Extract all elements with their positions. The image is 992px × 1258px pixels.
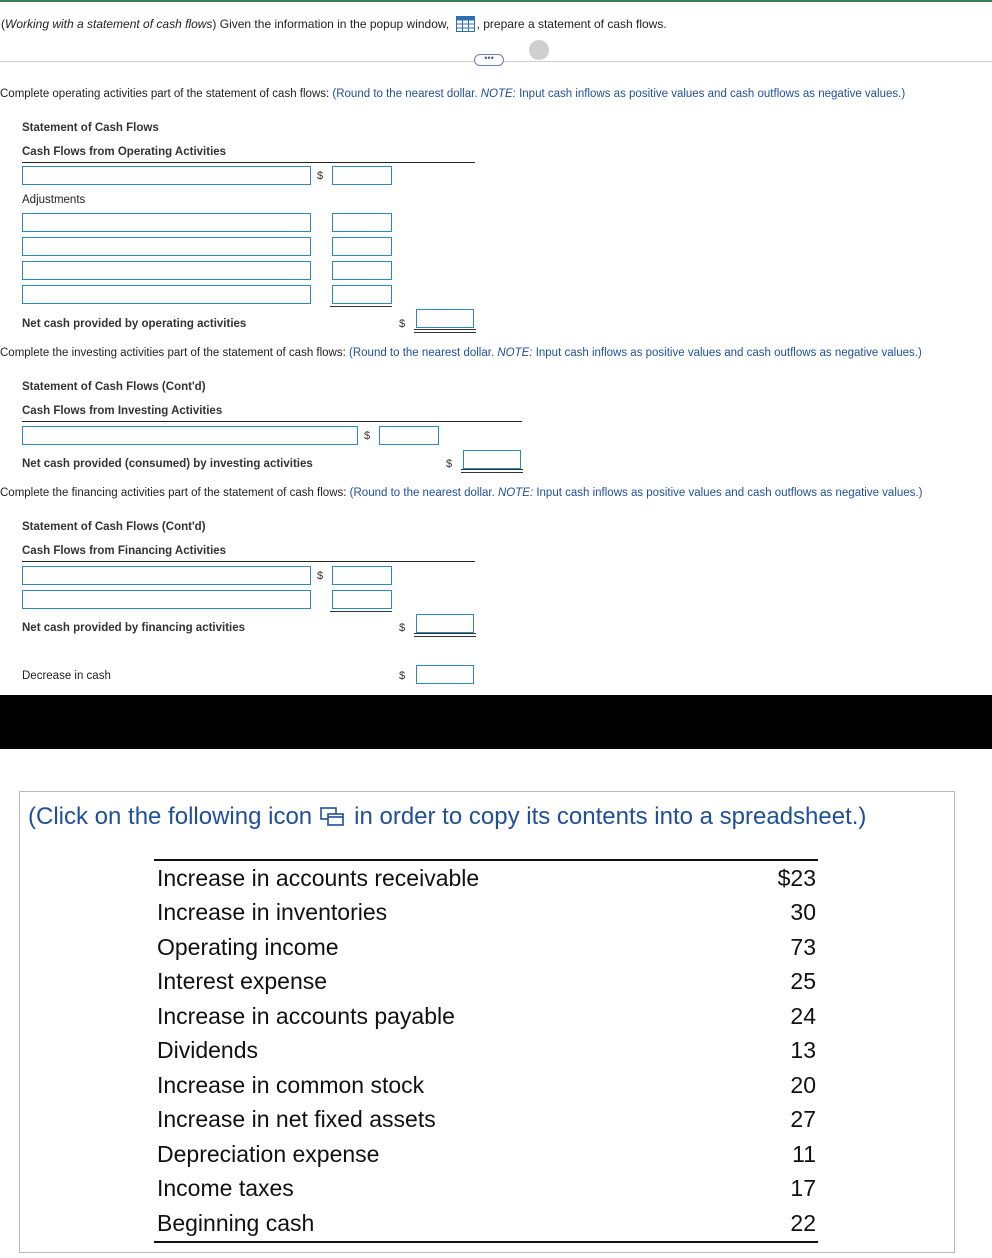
financing-total-label: Net cash provided by financing activities	[22, 622, 246, 634]
table-grid-icon[interactable]	[456, 16, 475, 32]
popup-table-top-rule	[154, 859, 818, 861]
table-row-label: Income taxes	[157, 1175, 294, 1201]
investing-currency-symbol: $	[364, 430, 371, 442]
popup-title-before: (Click on the following icon	[28, 803, 313, 830]
financing-heading: Statement of Cash Flows (Cont'd)	[22, 521, 206, 533]
change-in-cash-currency: $	[399, 670, 406, 682]
table-row-label: Increase in accounts receivable	[157, 865, 480, 891]
financing-instruction-text: Complete the financing activities part of the statement of cash flows:	[0, 487, 347, 499]
operating-currency-symbol: $	[317, 170, 324, 182]
financing-subtotal-rule	[330, 611, 392, 612]
operating-header-rule	[22, 162, 475, 163]
popup-title-after: in order to copy its contents into a spreadsheet.)	[354, 803, 867, 830]
investing-label-input[interactable]	[22, 426, 358, 445]
financing-total-currency: $	[399, 622, 406, 634]
investing-amount-input[interactable]	[379, 426, 439, 445]
operating-heading: Statement of Cash Flows	[22, 122, 159, 134]
financing-header-rule	[22, 561, 475, 562]
investing-header-rule	[22, 421, 522, 422]
table-row-label: Operating income	[157, 934, 339, 960]
financing-note-label: NOTE:	[498, 487, 534, 499]
table-row-value: 30	[790, 899, 816, 925]
popup-table-bottom-rule	[154, 1241, 818, 1243]
investing-note-text: Input cash inflows as positive values and cash outflows as negative values.)	[535, 347, 922, 359]
investing-total-double-rule	[461, 469, 523, 473]
copy-to-spreadsheet-icon[interactable]	[320, 805, 344, 825]
adjustment-amount-input-2[interactable]	[332, 237, 392, 256]
operating-note-text: Input cash inflows as positive values and cash outflows as negative values.)	[519, 88, 906, 100]
financing-label-input-2[interactable]	[22, 590, 311, 609]
popup-title	[28, 803, 866, 831]
operating-note-label: NOTE:	[480, 88, 516, 100]
table-row-value: 17	[790, 1175, 816, 1201]
operating-net-income-amount-input[interactable]	[332, 166, 392, 185]
operating-total-label: Net cash provided by operating activities	[22, 318, 247, 330]
table-row-label: Increase in net fixed assets	[157, 1106, 436, 1132]
financing-total-double-rule	[414, 633, 476, 637]
change-in-cash-input[interactable]	[416, 665, 474, 684]
question-title: Working with a statement of cash flows	[5, 17, 213, 31]
financing-subheading: Cash Flows from Financing Activities	[22, 545, 227, 557]
operating-total-currency: $	[399, 318, 406, 330]
financing-note-text: Input cash inflows as positive values and cash outflows as negative values.)	[536, 487, 923, 499]
question-middle: ) Given the information in the popup window,	[212, 17, 450, 31]
black-bar	[0, 695, 992, 749]
investing-instruction-text: Complete the investing activities part of the statement of cash flows:	[0, 347, 346, 359]
adjustment-label-input-2[interactable]	[22, 237, 311, 256]
investing-note-prefix: (Round to the nearest dollar.	[349, 347, 495, 359]
question-prefix: (	[1, 17, 5, 31]
operating-total-double-rule	[414, 329, 476, 333]
table-row-label: Increase in inventories	[157, 899, 388, 925]
table-row-label: Interest expense	[157, 968, 328, 994]
table-row-value: 25	[790, 968, 816, 994]
adjustment-amount-input-4[interactable]	[332, 285, 392, 304]
table-row-label: Beginning cash	[157, 1210, 315, 1236]
financing-total-input[interactable]	[416, 614, 474, 633]
operating-instruction-text: Complete operating activities part of the statement of cash flows:	[0, 88, 330, 100]
financing-currency-symbol: $	[317, 570, 324, 582]
table-row-value: 13	[790, 1037, 816, 1063]
question-suffix: , prepare a statement of cash flows.	[476, 17, 667, 31]
investing-total-label: Net cash provided (consumed) by investing activities	[22, 458, 313, 470]
table-row-value: $23	[777, 865, 816, 891]
financing-label-input-1[interactable]	[22, 566, 311, 585]
table-row-value: 24	[790, 1003, 816, 1029]
table-row-value: 73	[790, 934, 816, 960]
investing-total-input[interactable]	[463, 450, 521, 469]
investing-total-currency: $	[446, 458, 453, 470]
adjustments-subtotal-rule	[330, 306, 392, 307]
table-row-value: 27	[790, 1106, 816, 1132]
investing-subheading: Cash Flows from Investing Activities	[22, 405, 223, 417]
operating-subheading: Cash Flows from Operating Activities	[22, 146, 227, 158]
investing-note-label: NOTE:	[497, 347, 533, 359]
adjustment-label-input-1[interactable]	[22, 213, 311, 232]
table-row-label: Increase in common stock	[157, 1072, 425, 1098]
operating-net-income-label-input[interactable]	[22, 166, 311, 185]
operating-instruction	[0, 88, 905, 100]
table-row-value: 22	[790, 1210, 816, 1236]
adjustment-amount-input-3[interactable]	[332, 261, 392, 280]
more-options-button[interactable]: •••	[474, 54, 504, 66]
adjustment-label-input-4[interactable]	[22, 285, 311, 304]
top-border-line	[0, 0, 992, 2]
status-dot	[529, 40, 549, 60]
investing-heading: Statement of Cash Flows (Cont'd)	[22, 381, 206, 393]
financing-amount-input-1[interactable]	[332, 566, 392, 585]
table-row-label: Dividends	[157, 1037, 258, 1063]
table-row-label: Depreciation expense	[157, 1141, 380, 1167]
question-text	[1, 16, 667, 32]
adjustment-amount-input-1[interactable]	[332, 213, 392, 232]
financing-instruction	[0, 487, 922, 499]
investing-instruction	[0, 347, 922, 359]
change-in-cash-label: Decrease in cash	[22, 670, 111, 682]
table-row-value: 11	[792, 1141, 816, 1167]
financing-note-prefix: (Round to the nearest dollar.	[349, 487, 495, 499]
adjustment-label-input-3[interactable]	[22, 261, 311, 280]
financing-amount-input-2[interactable]	[332, 590, 392, 609]
operating-total-input[interactable]	[416, 309, 474, 328]
operating-note-prefix: (Round to the nearest dollar.	[332, 88, 478, 100]
table-row-label: Increase in accounts payable	[157, 1003, 455, 1029]
adjustments-label: Adjustments	[22, 194, 86, 206]
table-row-value: 20	[790, 1072, 816, 1098]
